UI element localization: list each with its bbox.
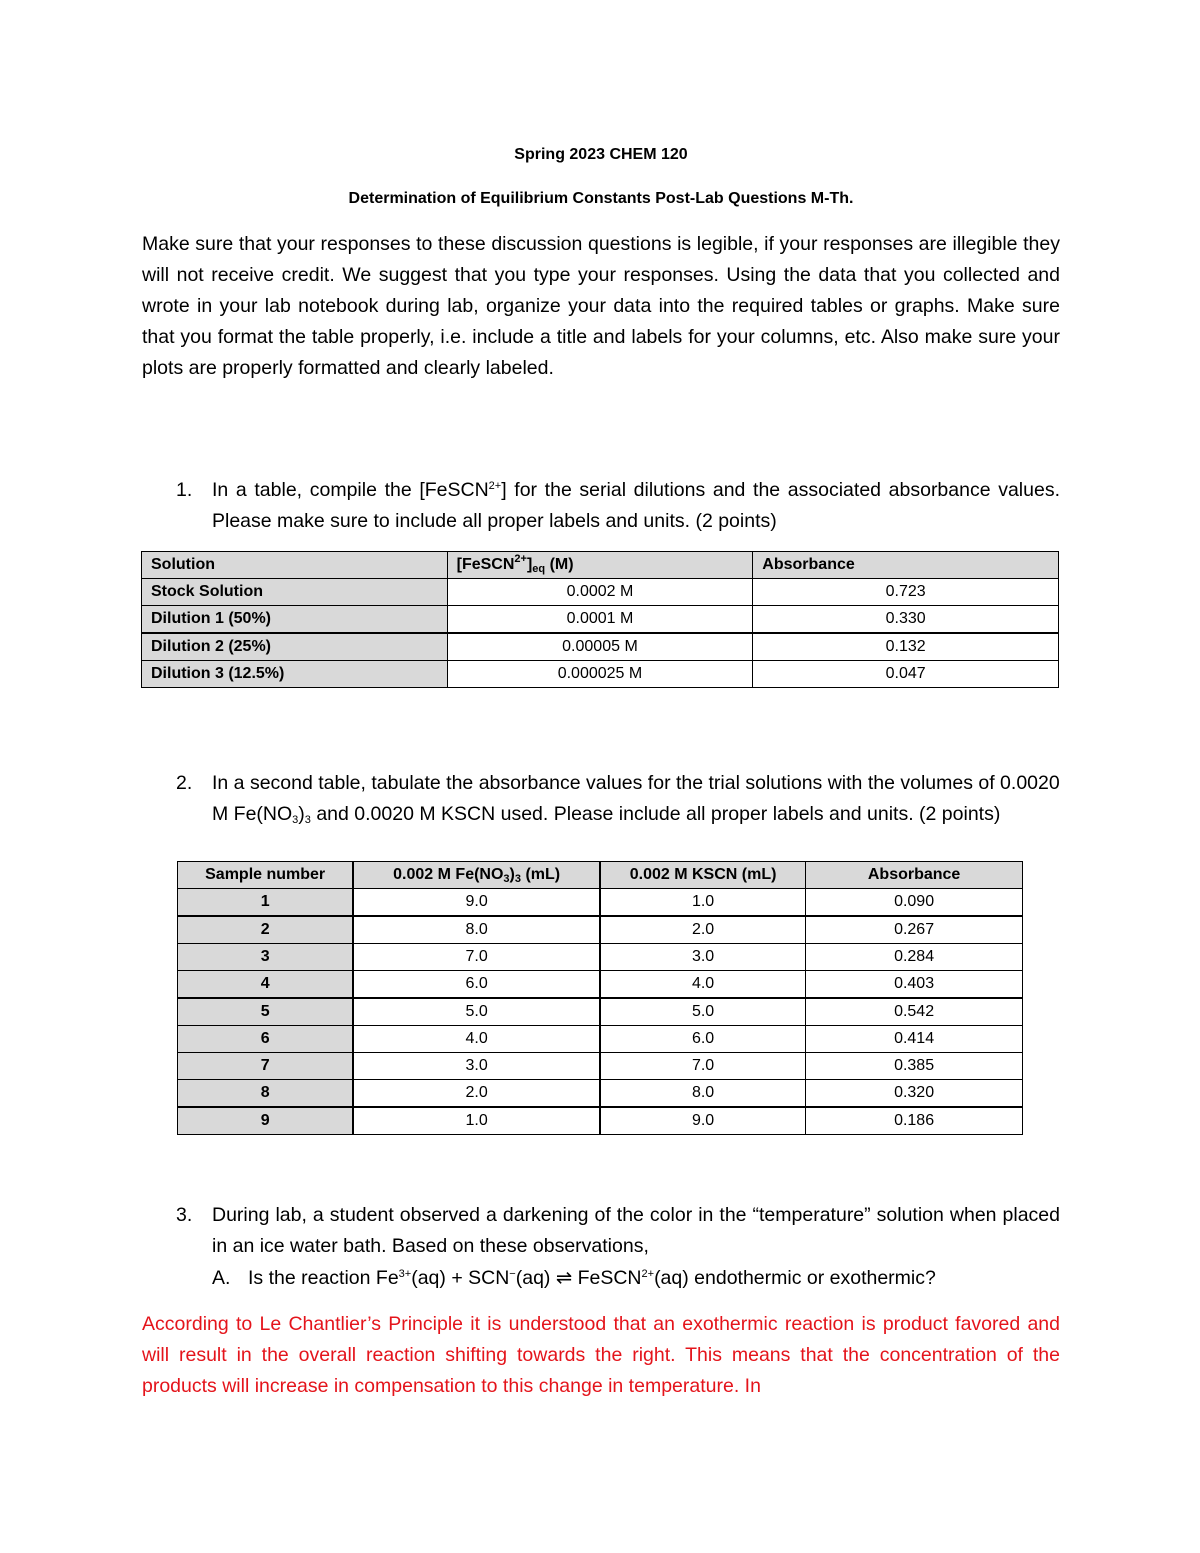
row-label: Dilution 3 (12.5%)	[142, 661, 448, 688]
course-header: Spring 2023 CHEM 120	[514, 146, 688, 163]
sample-number-cell: 1	[178, 889, 354, 917]
table-row	[142, 661, 1059, 688]
table-row	[178, 1107, 1023, 1135]
kscn-volume-cell: 5.0	[600, 998, 806, 1026]
fe-volume-cell: 7.0	[353, 944, 600, 971]
absorbance-cell: 0.284	[806, 944, 1023, 971]
sample-number-cell: 2	[178, 916, 354, 944]
fe-volume-cell: 1.0	[353, 1107, 600, 1135]
question-3	[142, 1200, 1060, 1262]
sample-number-cell: 3	[178, 944, 354, 971]
question-number: 1.	[176, 479, 193, 501]
row-label: Dilution 1 (50%)	[142, 606, 448, 634]
instructions-paragraph: Make sure that your responses to these discussion questions is legible, if your responses are illegible they will not receive credit. We suggest that you type your responses. Using the data that you collected and wrote in your lab notebook during lab, organize your data into the required tables or graphs. Make sure that you format the table properly, i.e. include a title and labels for your columns, etc. Also make sure your plots are properly formatted and clearly labeled.	[142, 233, 1060, 379]
question-text: In a second table, tabulate the absorbance values for the trial solutions with the volumes of 0.0020 M $Fe(NO_3)_3$ and 0.0020 M KSCN used. Please include all proper labels and units. (2 points)	[212, 772, 1060, 826]
concentration-cell: 0.000025 M	[447, 661, 753, 688]
kscn-volume-cell: 6.0	[600, 1026, 806, 1053]
absorbance-cell: 0.542	[806, 998, 1023, 1026]
sample-number-cell: 6	[178, 1026, 354, 1053]
table-row	[178, 971, 1023, 999]
absorbance-cell: 0.267	[806, 916, 1023, 944]
absorbance-cell: 0.132	[753, 633, 1059, 661]
concentration-cell: 0.0002 M	[447, 579, 753, 606]
absorbance-cell: 0.320	[806, 1080, 1023, 1108]
table-header-row	[142, 552, 1059, 579]
header-kscn-volume: 0.002 M KSCN (mL)	[600, 862, 806, 889]
question-3a	[212, 1263, 936, 1294]
table-row	[142, 633, 1059, 661]
fe-volume-cell: 6.0	[353, 971, 600, 999]
sub-question-number: A.	[212, 1267, 231, 1289]
absorbance-cell: 0.403	[806, 971, 1023, 999]
table-row	[178, 889, 1023, 917]
document-title: Determination of Equilibrium Constants Post-Lab Questions M-Th.	[348, 190, 854, 207]
dilution-table	[141, 551, 1059, 688]
row-label: Dilution 2 (25%)	[142, 633, 448, 661]
header-sample-number: Sample number	[178, 862, 354, 889]
sample-number-cell: 7	[178, 1053, 354, 1080]
absorbance-cell: 0.414	[806, 1026, 1023, 1053]
table-row	[178, 916, 1023, 944]
question-2	[142, 768, 1060, 830]
kscn-volume-cell: 8.0	[600, 1080, 806, 1108]
table-row	[142, 579, 1059, 606]
absorbance-cell: 0.385	[806, 1053, 1023, 1080]
sample-number-cell: 8	[178, 1080, 354, 1108]
kscn-volume-cell: 2.0	[600, 916, 806, 944]
kscn-volume-cell: 1.0	[600, 889, 806, 917]
fe-volume-cell: 8.0	[353, 916, 600, 944]
absorbance-cell: 0.330	[753, 606, 1059, 634]
fe-volume-cell: 5.0	[353, 998, 600, 1026]
header-absorbance: Absorbance	[806, 862, 1023, 889]
table-header-row	[178, 862, 1023, 889]
fe-volume-cell: 3.0	[353, 1053, 600, 1080]
question-number: 2.	[176, 772, 193, 794]
table-row	[178, 944, 1023, 971]
table-row	[142, 606, 1059, 634]
question-1	[142, 475, 1060, 537]
table-row	[178, 1053, 1023, 1080]
kscn-volume-cell: 7.0	[600, 1053, 806, 1080]
student-answer: According to Le Chantlier’s Principle it is understood that an exothermic reaction is product favored and will result in the overall reaction shifting towards the right. This means that the concentration of the products will increase in compensation to this change in temperature. In	[142, 1313, 1060, 1397]
header-solution: Solution	[142, 552, 448, 579]
question-text: In a table, compile the [FeSCN$^{2+}$] for the serial dilutions and the associated absorbance values. Please make sure to include all proper labels and units. (2 points)	[212, 479, 1060, 532]
concentration-cell: 0.0001 M	[447, 606, 753, 634]
kscn-volume-cell: 3.0	[600, 944, 806, 971]
header-fe-volume: 0.002 M $Fe(NO_3)_3$ (mL)	[353, 862, 600, 889]
fe-volume-cell: 9.0	[353, 889, 600, 917]
sub-question-text: Is the reaction $Fe^{3+}(aq) + SCN^-(aq)$ ⇌ FeSCN$^{2+}$(aq) endothermic or exothermic?	[248, 1267, 936, 1289]
absorbance-cell: 0.090	[806, 889, 1023, 917]
table-row	[178, 1026, 1023, 1053]
kscn-volume-cell: 4.0	[600, 971, 806, 999]
header-concentration: $[FeSCN^{2+}]_{eq}$ (M)	[447, 552, 753, 579]
header-absorbance: Absorbance	[753, 552, 1059, 579]
fe-volume-cell: 2.0	[353, 1080, 600, 1108]
fe-volume-cell: 4.0	[353, 1026, 600, 1053]
row-label: Stock Solution	[142, 579, 448, 606]
sample-number-cell: 9	[178, 1107, 354, 1135]
table-row	[178, 1080, 1023, 1108]
question-text: During lab, a student observed a darkening of the color in the “temperature” solution when placed in an ice water bath. Based on these observations,	[212, 1204, 1060, 1257]
concentration-cell: 0.00005 M	[447, 633, 753, 661]
sample-number-cell: 4	[178, 971, 354, 999]
absorbance-cell: 0.047	[753, 661, 1059, 688]
sample-number-cell: 5	[178, 998, 354, 1026]
kscn-volume-cell: 9.0	[600, 1107, 806, 1135]
absorbance-cell: 0.186	[806, 1107, 1023, 1135]
absorbance-cell: 0.723	[753, 579, 1059, 606]
trial-solutions-table	[177, 861, 1023, 1135]
table-row	[178, 998, 1023, 1026]
question-number: 3.	[176, 1204, 193, 1226]
